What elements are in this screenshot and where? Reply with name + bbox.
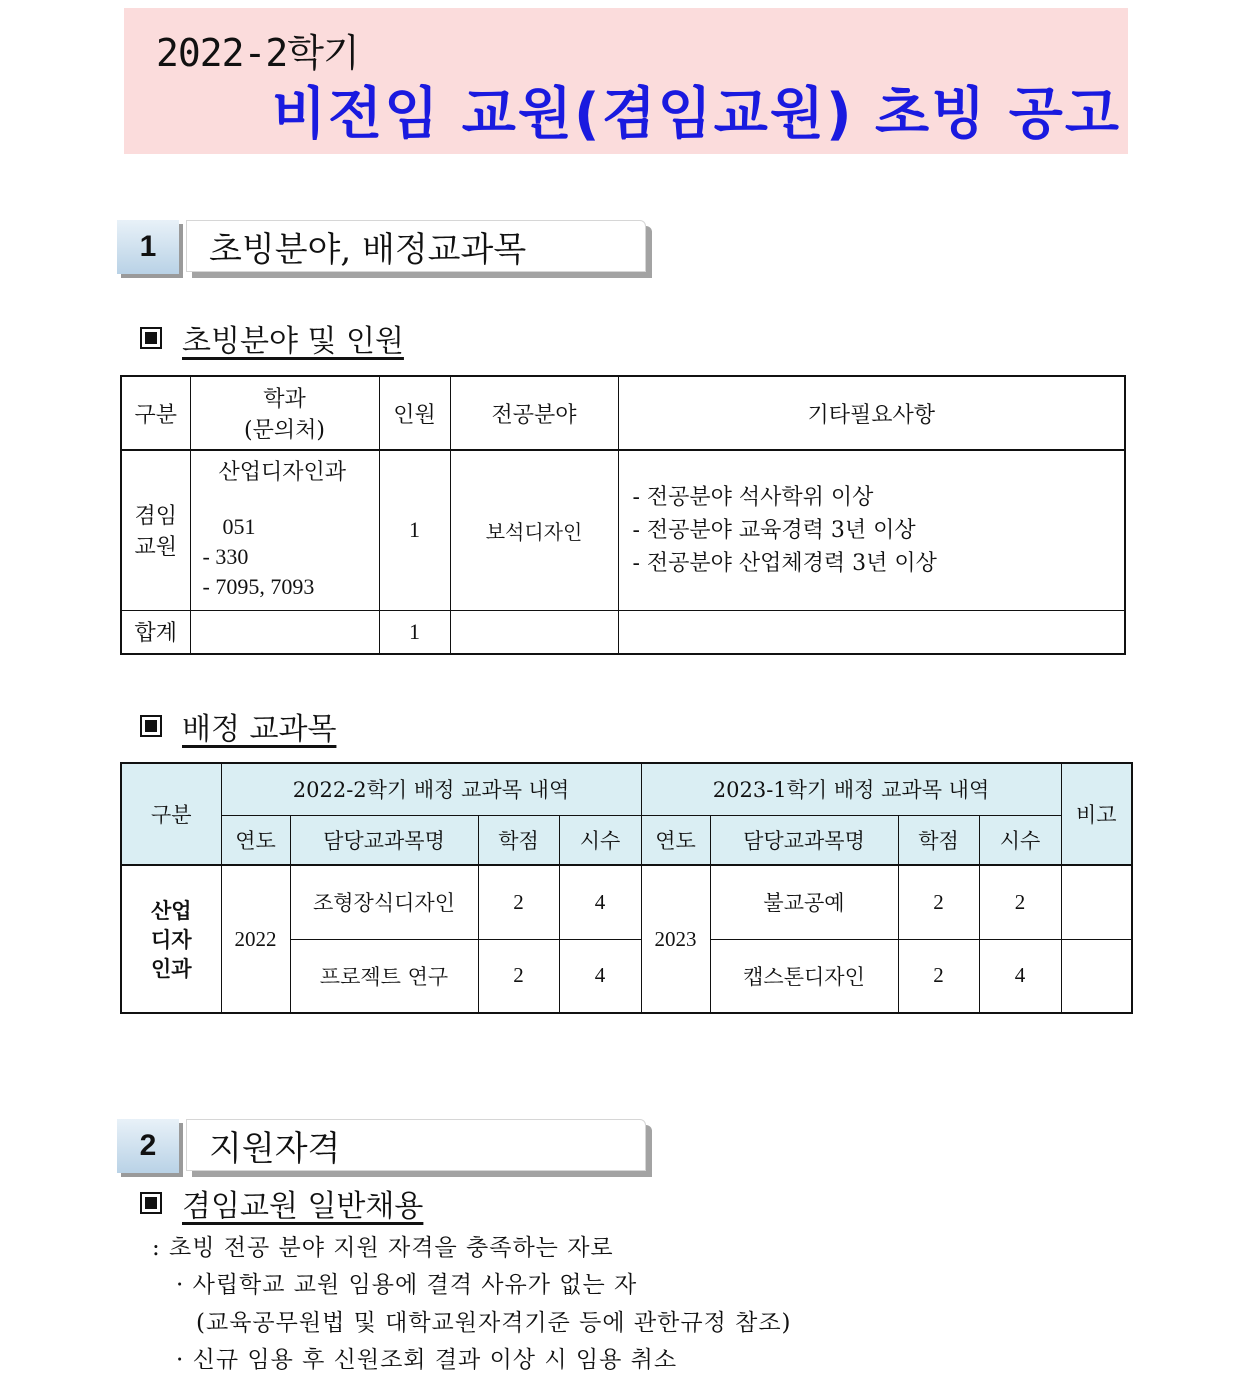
cell-credit: 2 xyxy=(478,865,559,939)
th-remark: 비고 xyxy=(1061,763,1132,865)
cell-hours: 4 xyxy=(559,939,641,1013)
th-category: 구분 xyxy=(121,763,221,865)
table-row xyxy=(121,450,1125,610)
th-course-2: 담당교과목명 xyxy=(710,815,898,865)
dept-name: 산업디자인과 xyxy=(218,460,347,485)
square-bullet-icon xyxy=(140,327,162,349)
total-empty-2 xyxy=(450,610,618,654)
dept-line3: 인과 xyxy=(150,955,192,981)
table-row xyxy=(121,865,1132,939)
square-bullet-icon xyxy=(140,1192,162,1214)
phone-line3: - 7095, 7093 xyxy=(202,574,315,599)
subheading-courses xyxy=(140,704,336,748)
cell-course: 캡스톤디자인 xyxy=(710,939,898,1013)
cell-requirements xyxy=(618,450,1125,610)
cell-credit: 2 xyxy=(898,865,979,939)
cell-course: 프로젝트 연구 xyxy=(290,939,478,1013)
subheading-recruit-label: 초빙분야 및 인원 xyxy=(182,324,404,359)
th-category: 구분 xyxy=(121,376,190,450)
page-title: 비전임 교원(겸임교원) 초빙 공고 xyxy=(272,82,1121,147)
cell-count: 1 xyxy=(379,450,450,610)
square-bullet-icon xyxy=(140,715,162,737)
th-hours-1: 시수 xyxy=(559,815,641,865)
subheading-eligibility xyxy=(140,1181,423,1225)
phone-line1: 051 xyxy=(222,514,256,539)
title-banner xyxy=(124,8,1128,154)
th-credit-2: 학점 xyxy=(898,815,979,865)
eligibility-item-1-note: (교육공무원법 및 대학교원자격기준 등에 관한규정 참조) xyxy=(196,1310,792,1336)
recruit-table xyxy=(120,375,1126,655)
requirement-3: - 전공분야 산업체경력 3년 이상 xyxy=(632,550,937,576)
cell-year-2: 2023 xyxy=(641,865,710,1013)
th-count: 인원 xyxy=(379,376,450,450)
total-count: 1 xyxy=(379,610,450,654)
section-2-title: 지원자격 xyxy=(186,1119,646,1171)
category-line2: 교원 xyxy=(134,535,177,561)
subheading-eligibility-label: 겸임교원 일반채용 xyxy=(182,1189,424,1224)
th-term2: 2023-1학기 배정 교과목 내역 xyxy=(641,763,1061,815)
requirement-1: - 전공분야 석사학위 이상 xyxy=(632,484,874,510)
th-year-2: 연도 xyxy=(641,815,710,865)
course-table xyxy=(120,762,1133,1014)
cell-course: 조형장식디자인 xyxy=(290,865,478,939)
cell-year-1: 2022 xyxy=(221,865,290,1013)
total-empty-1 xyxy=(190,610,379,654)
th-term1: 2022-2학기 배정 교과목 내역 xyxy=(221,763,641,815)
cell-major: 보석디자인 xyxy=(450,450,618,610)
total-row xyxy=(121,610,1125,654)
cell-remark xyxy=(1061,865,1132,939)
eligibility-item-1: · 사립학교 교원 임용에 결격 사유가 없는 자 xyxy=(176,1272,638,1298)
section-1-title: 초빙분야, 배정교과목 xyxy=(186,220,646,272)
th-dept-line1: 학과 xyxy=(263,387,306,412)
th-major: 전공분야 xyxy=(450,376,618,450)
subheading-courses-label: 배정 교과목 xyxy=(182,712,337,747)
cell-dept xyxy=(121,865,221,1013)
eligibility-intro: : 초빙 전공 분야 지원 자격을 충족하는 자로 xyxy=(152,1235,614,1261)
th-etc: 기타필요사항 xyxy=(618,376,1125,450)
cell-hours: 2 xyxy=(979,865,1061,939)
cell-course: 불교공예 xyxy=(710,865,898,939)
category-line1: 겸임 xyxy=(134,504,177,530)
th-course-1: 담당교과목명 xyxy=(290,815,478,865)
total-empty-3 xyxy=(618,610,1125,654)
section-1-number: 1 xyxy=(117,220,179,274)
cell-dept xyxy=(190,450,379,610)
subheading-recruit xyxy=(140,316,404,360)
th-dept-line2: (문의처) xyxy=(244,418,325,443)
section-2-number: 2 xyxy=(117,1119,179,1173)
requirement-2: - 전공분야 교육경력 3년 이상 xyxy=(632,517,916,543)
cell-category xyxy=(121,450,190,610)
eligibility-item-2: · 신규 임용 후 신원조회 결과 이상 시 임용 취소 xyxy=(176,1347,678,1373)
cell-hours: 4 xyxy=(559,865,641,939)
th-hours-2: 시수 xyxy=(979,815,1061,865)
dept-line1: 산업 xyxy=(150,897,192,923)
dept-line2: 디자 xyxy=(150,926,192,952)
semester-label: 2022-2학기 xyxy=(156,31,359,75)
th-dept xyxy=(190,376,379,450)
cell-remark xyxy=(1061,939,1132,1013)
th-year-1: 연도 xyxy=(221,815,290,865)
cell-credit: 2 xyxy=(478,939,559,1013)
cell-credit: 2 xyxy=(898,939,979,1013)
th-credit-1: 학점 xyxy=(478,815,559,865)
phone-line2: - 330 xyxy=(202,544,249,569)
cell-hours: 4 xyxy=(979,939,1061,1013)
total-label: 합계 xyxy=(121,610,190,654)
